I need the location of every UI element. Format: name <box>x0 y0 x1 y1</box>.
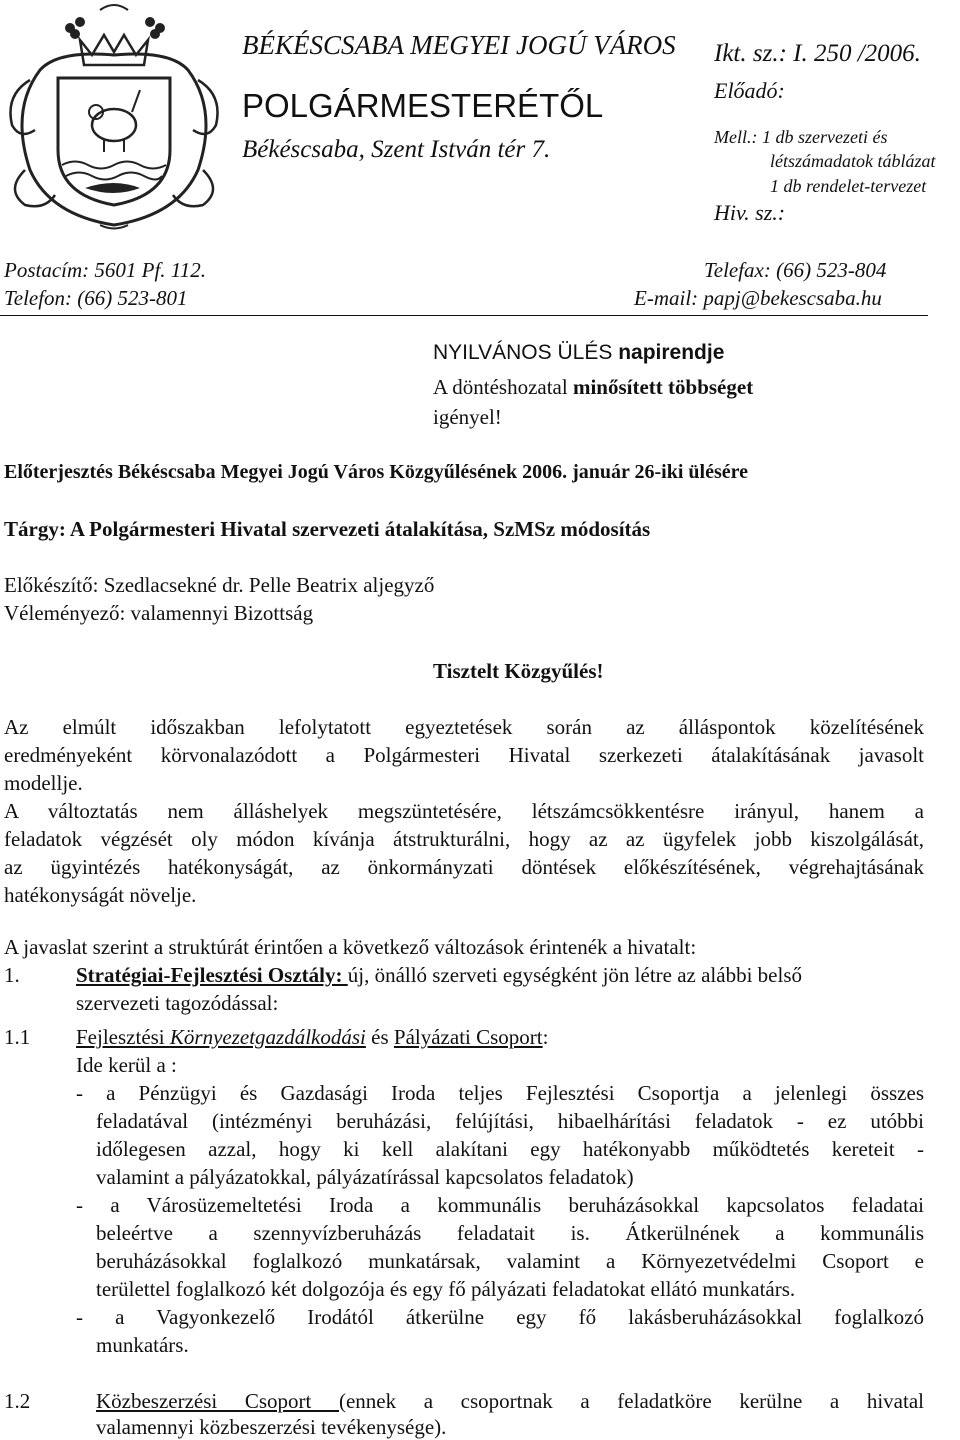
fax-number: Telefax: (66) 523-804 <box>704 258 887 282</box>
subitem-heading-a: Fejlesztési <box>76 1025 170 1049</box>
city-coat-of-arms-icon <box>0 0 228 232</box>
presenter-label: Előadó: <box>714 78 785 103</box>
item-text: új, önálló szerveti egységként jön létre az alábbi belső <box>347 963 802 987</box>
subitem-heading-c: és <box>365 1025 394 1049</box>
subitem-continuation: valamennyi közbeszerzési tevékenysége). <box>96 1415 447 1439</box>
item-continuation: szervezeti tagozódással: <box>76 991 279 1015</box>
body-line: feladatok végzését oly módon kívánja átstrukturálni, hogy az az ügyfelek jobb kiszolgálását, <box>4 827 924 851</box>
city-name: BÉKÉSCSABA MEGYEI JOGÚ VÁROS <box>242 30 676 60</box>
phone-number: Telefon: (66) 523-801 <box>4 286 188 310</box>
subitem-heading-d: Pályázati Csoport <box>393 1025 543 1049</box>
body-line: modellje. <box>4 771 83 795</box>
header-divider <box>0 315 928 316</box>
greeting: Tisztelt Közgyűlés! <box>433 659 604 683</box>
subject-line: Tárgy: A Polgármesteri Hivatal szervezeti átalakítása, SzMSz módosítás <box>4 517 651 541</box>
subitem-heading-b: Környezetgazdálkodási <box>169 1025 366 1049</box>
subitem-heading-line <box>76 1025 548 1050</box>
reference-number: Hiv. sz.: <box>714 200 786 225</box>
attachment-line-3: 1 db rendelet-tervezet <box>770 176 927 196</box>
subitem-intro: Ide kerül a : <box>76 1053 177 1077</box>
dash-item-line: munkatárs. <box>96 1333 189 1357</box>
dash-item-line: területtel foglalkozó két dolgozója és egy fő pályázati feladatokat ellátó munkatárs. <box>96 1277 796 1301</box>
body-line: A javaslat szerint a struktúrát érintően a következő változások érintenék a hivatalt: <box>4 935 697 959</box>
item-number: 1. <box>4 963 20 987</box>
office-address: Békéscsaba, Szent István tér 7. <box>242 136 551 163</box>
dash-item-line: valamint a pályázatokkal, pályázatírással kapcsolatos feladatok) <box>96 1165 634 1189</box>
quorum-majority: minősített többséget <box>572 375 754 399</box>
quorum-notice <box>433 375 753 400</box>
body-line: az ügyintézés hatékonyságát, az önkormányzati döntések előkészítésének, végrehajtásának <box>4 855 924 879</box>
subitem-heading-e: : <box>542 1025 549 1049</box>
item-number: 1.1 <box>4 1025 31 1049</box>
dash-item-line: beleértve a szennyvízberuházás feladatait is. Átkerülnének a kommunális <box>96 1221 924 1245</box>
subitem-text: (ennek a csoportnak a feladatköre kerülne a hivatal <box>338 1389 924 1413</box>
body-line: eredményeként körvonalazódott a Polgármesteri Hivatal szerkezeti átalakításának javasolt <box>4 743 924 767</box>
subitem-heading: Közbeszerzési Csoport <box>96 1389 339 1413</box>
reviewed-by: Véleményező: valamennyi Bizottság <box>4 601 314 625</box>
body-line: A változtatás nem álláshelyek megszüntetésére, létszámcsökkentésre irányul, hanem a <box>4 799 924 823</box>
attachment-line-2: létszámadatok táblázat <box>770 151 936 171</box>
proposal-title: Előterjesztés Békéscsaba Megyei Jogú Város Közgyűlésének 2006. január 26-iki ülésére <box>4 461 749 483</box>
item-heading-line <box>76 963 802 988</box>
email-address: E-mail: papj@bekescsaba.hu <box>634 286 882 310</box>
public-session-label: NYILVÁNOS ÜLÉS <box>433 341 619 364</box>
item-heading: Stratégiai-Fejlesztési Osztály: <box>76 963 348 987</box>
body-line: Az elmúlt időszakban lefolytatott egyeztetések során az álláspontok közelítésének <box>4 715 924 739</box>
quorum-notice-end: igényel! <box>433 405 502 429</box>
quorum-prefix: A döntéshozatal <box>433 375 573 399</box>
attachment-line-1: Mell.: 1 db szervezeti és <box>714 127 888 147</box>
dash-item-line: feladatával (intézményi beruházási, felújítási, hibaelhárítási feladatok - ez utóbbi <box>96 1109 924 1133</box>
registration-number: Ikt. sz.: I. 250 /2006. <box>714 40 921 67</box>
dash-item-line: beruházásokkal foglalkozó munkatársak, valamint a Környezetvédelmi Csoport e <box>96 1249 924 1273</box>
agenda-label: napirendje <box>618 341 725 364</box>
dash-item-line: - a Vagyonkezelő Irodától átkerülne egy fő lakásberuházásokkal foglalkozó <box>76 1305 924 1329</box>
dash-item-line: időlegesen azzal, hogy ki kell alakítani egy hatékonyabb működtetés kereteit - <box>96 1137 924 1161</box>
dash-item-line: - a Városüzemeltetési Iroda a kommunális beruházásokkal kapcsolatos feladatai <box>76 1193 924 1217</box>
item-number: 1.2 <box>4 1389 31 1413</box>
postal-address: Postacím: 5601 Pf. 112. <box>4 258 207 282</box>
subitem-heading-line <box>96 1389 924 1414</box>
dash-item-line: - a Pénzügyi és Gazdasági Iroda teljes Fejlesztési Csoportja a jelenlegi összes <box>76 1081 924 1105</box>
office-name: POLGÁRMESTERÉTŐL <box>242 87 604 124</box>
body-line: hatékonyságát növelje. <box>4 883 197 907</box>
prepared-by: Előkészítő: Szedlacsekné dr. Pelle Beatrix aljegyző <box>4 573 435 597</box>
public-session-notice <box>433 341 724 365</box>
